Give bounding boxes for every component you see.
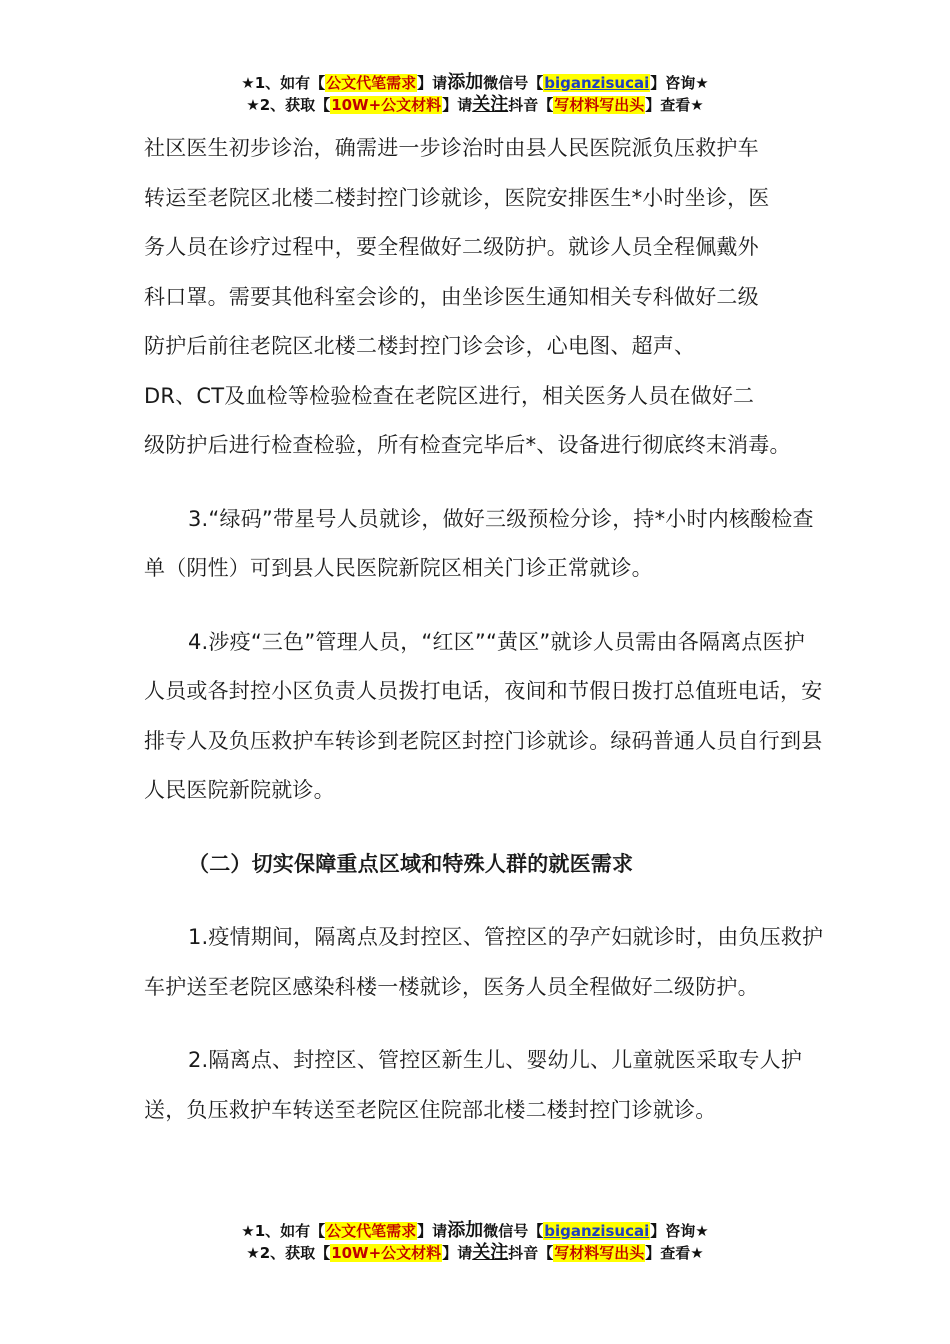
- banner-wechat-id[interactable]: biganzisucai: [544, 74, 650, 92]
- paragraph-4: 4.涉疫“三色”管理人员，“红区”“黄区”就诊人员需由各隔离点医护人员或各封控小区负责人员拨打电话，夜间和节假日拨打总值班电话，安排专人及负压救护车转诊到老院区封控门诊就诊。绿码普通人员自行到县人民医院新院就诊。: [144, 629, 823, 802]
- top-ad-banner: [0, 72, 950, 116]
- paragraph-line: DR、CT及血检等检验检查在老院区进行，相关医务人员在做好二: [144, 383, 755, 408]
- paragraph-3: 3.“绿码”带星号人员就诊，做好三级预检分诊，持*小时内核酸检查单（阴性）可到县人民医院新院区相关门诊正常就诊。: [144, 506, 814, 580]
- banner-douyin-account: 写材料写出头: [554, 96, 645, 114]
- paragraph-5: 1.疫情期间，隔离点及封控区、管控区的孕产妇就诊时，由负压救护车护送至老院区感染科楼一楼就诊，医务人员全程做好二级防护。: [144, 925, 824, 999]
- banner-douyin-account: 写材料写出头: [554, 1244, 645, 1262]
- banner-highlight-writing-service: 公文代笔需求: [326, 1222, 417, 1240]
- banner-highlight-materials: 10W+公文材料: [331, 1244, 442, 1262]
- paragraph-line: 级防护后进行检查检验，所有检查完毕后*、设备进行彻底终末消毒。: [144, 433, 791, 457]
- banner-line-1: ★1、如有【公文代笔需求】请添加微信号【biganzisucai】咨询★: [241, 1220, 709, 1241]
- bottom-ad-banner: [0, 1220, 950, 1264]
- banner-line-1: ★1、如有【公文代笔需求】请添加微信号【biganzisucai】咨询★: [241, 72, 709, 93]
- banner-highlight-materials: 10W+公文材料: [331, 96, 442, 114]
- banner-wechat-id[interactable]: biganzisucai: [544, 1222, 650, 1240]
- paragraph-line: 科口罩。需要其他科室会诊的，由坐诊医生通知相关专科做好二级: [144, 284, 759, 309]
- banner-line-2: ★2、获取【10W+公文材料】请关注抖音【写材料写出头】查看★: [246, 1242, 704, 1263]
- document-body: [144, 124, 824, 1135]
- section-heading-2: （二）切实保障重点区域和特殊人群的就医需求: [188, 851, 634, 876]
- paragraph-line: 防护后前往老院区北楼二楼封控门诊会诊，心电图、超声、: [144, 334, 696, 358]
- paragraph-line: 社区医生初步诊治，确需进一步诊治时由县人民医院派负压救护车: [144, 136, 759, 160]
- banner-highlight-writing-service: 公文代笔需求: [326, 74, 417, 92]
- paragraph-line: 务人员在诊疗过程中，要全程做好二级防护。就诊人员全程佩戴外: [144, 235, 759, 259]
- banner-line-2: ★2、获取【10W+公文材料】请关注抖音【写材料写出头】查看★: [246, 94, 704, 115]
- paragraph-line: 转运至老院区北楼二楼封控门诊就诊，医院安排医生*小时坐诊，医: [144, 185, 770, 210]
- paragraph-6: 2.隔离点、封控区、管控区新生儿、婴幼儿、儿童就医采取专人护送，负压救护车转送至老院区住院部北楼二楼封控门诊就诊。: [144, 1048, 803, 1122]
